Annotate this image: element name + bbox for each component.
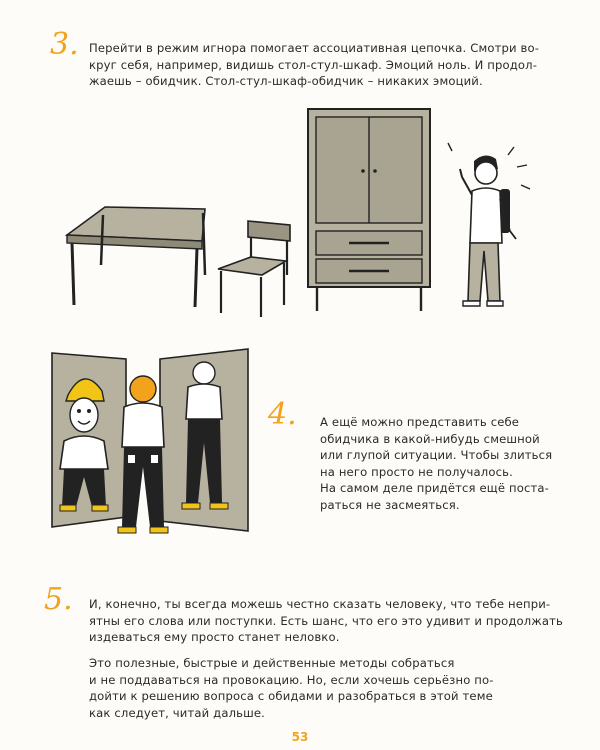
- section-3-number: 3.: [50, 27, 79, 62]
- closing-line: и не поддаваться на провокацию. Но, если хочешь серьёзно по-: [89, 672, 494, 687]
- section-4-line: раться не засмеяться.: [320, 497, 460, 512]
- section-4-text: [320, 414, 560, 513]
- section-5-number: 5.: [44, 582, 73, 617]
- section-4-line: обидчика в какой-нибудь смешной: [320, 431, 540, 446]
- chair-drawing: [218, 221, 290, 317]
- closing-text: [89, 655, 569, 721]
- table-drawing: [67, 207, 205, 307]
- boy-drawing: [448, 143, 530, 306]
- closing-line: как следует, читай дальше.: [89, 705, 266, 720]
- section-3-text: [89, 40, 569, 90]
- section-5-text: [89, 596, 569, 646]
- wardrobe-drawing: [308, 109, 430, 311]
- section-3-line: жаешь – обидчик. Стол-стул-шкаф-обидчик – никаких эмоций.: [89, 74, 483, 88]
- section-3-line: круг себя, например, видишь стол-стул-шкаф. Эмоций ноль. И продол-: [89, 57, 538, 72]
- section-5-line: издеваться ему просто станет неловко.: [89, 630, 340, 644]
- section-4-line: или глупой ситуации. Чтобы злиться: [320, 448, 553, 462]
- furniture-illustration: [55, 95, 540, 330]
- mirror-illustration: [48, 345, 258, 550]
- closing-line: дойти к решению вопроса с обидами и разобраться в этой теме: [89, 689, 493, 703]
- section-3-line: Перейти в режим игнора помогает ассоциативная цепочка. Смотри во-: [89, 41, 540, 55]
- section-4-line: На самом деле придётся ещё поста-: [320, 481, 549, 495]
- closing-line: Это полезные, быстрые и действенные методы собраться: [89, 656, 455, 670]
- section-5-line: И, конечно, ты всегда можешь честно сказать человеку, что тебе непри-: [89, 597, 551, 611]
- section-4-number: 4.: [268, 397, 297, 432]
- section-4-line: на него просто не получалось.: [320, 464, 513, 479]
- page-number: 53: [291, 730, 309, 744]
- section-5-line: ятны его слова или поступки. Есть шанс, что его это удивит и продолжать: [89, 613, 564, 628]
- section-4-line: А ещё можно представить себе: [320, 415, 520, 429]
